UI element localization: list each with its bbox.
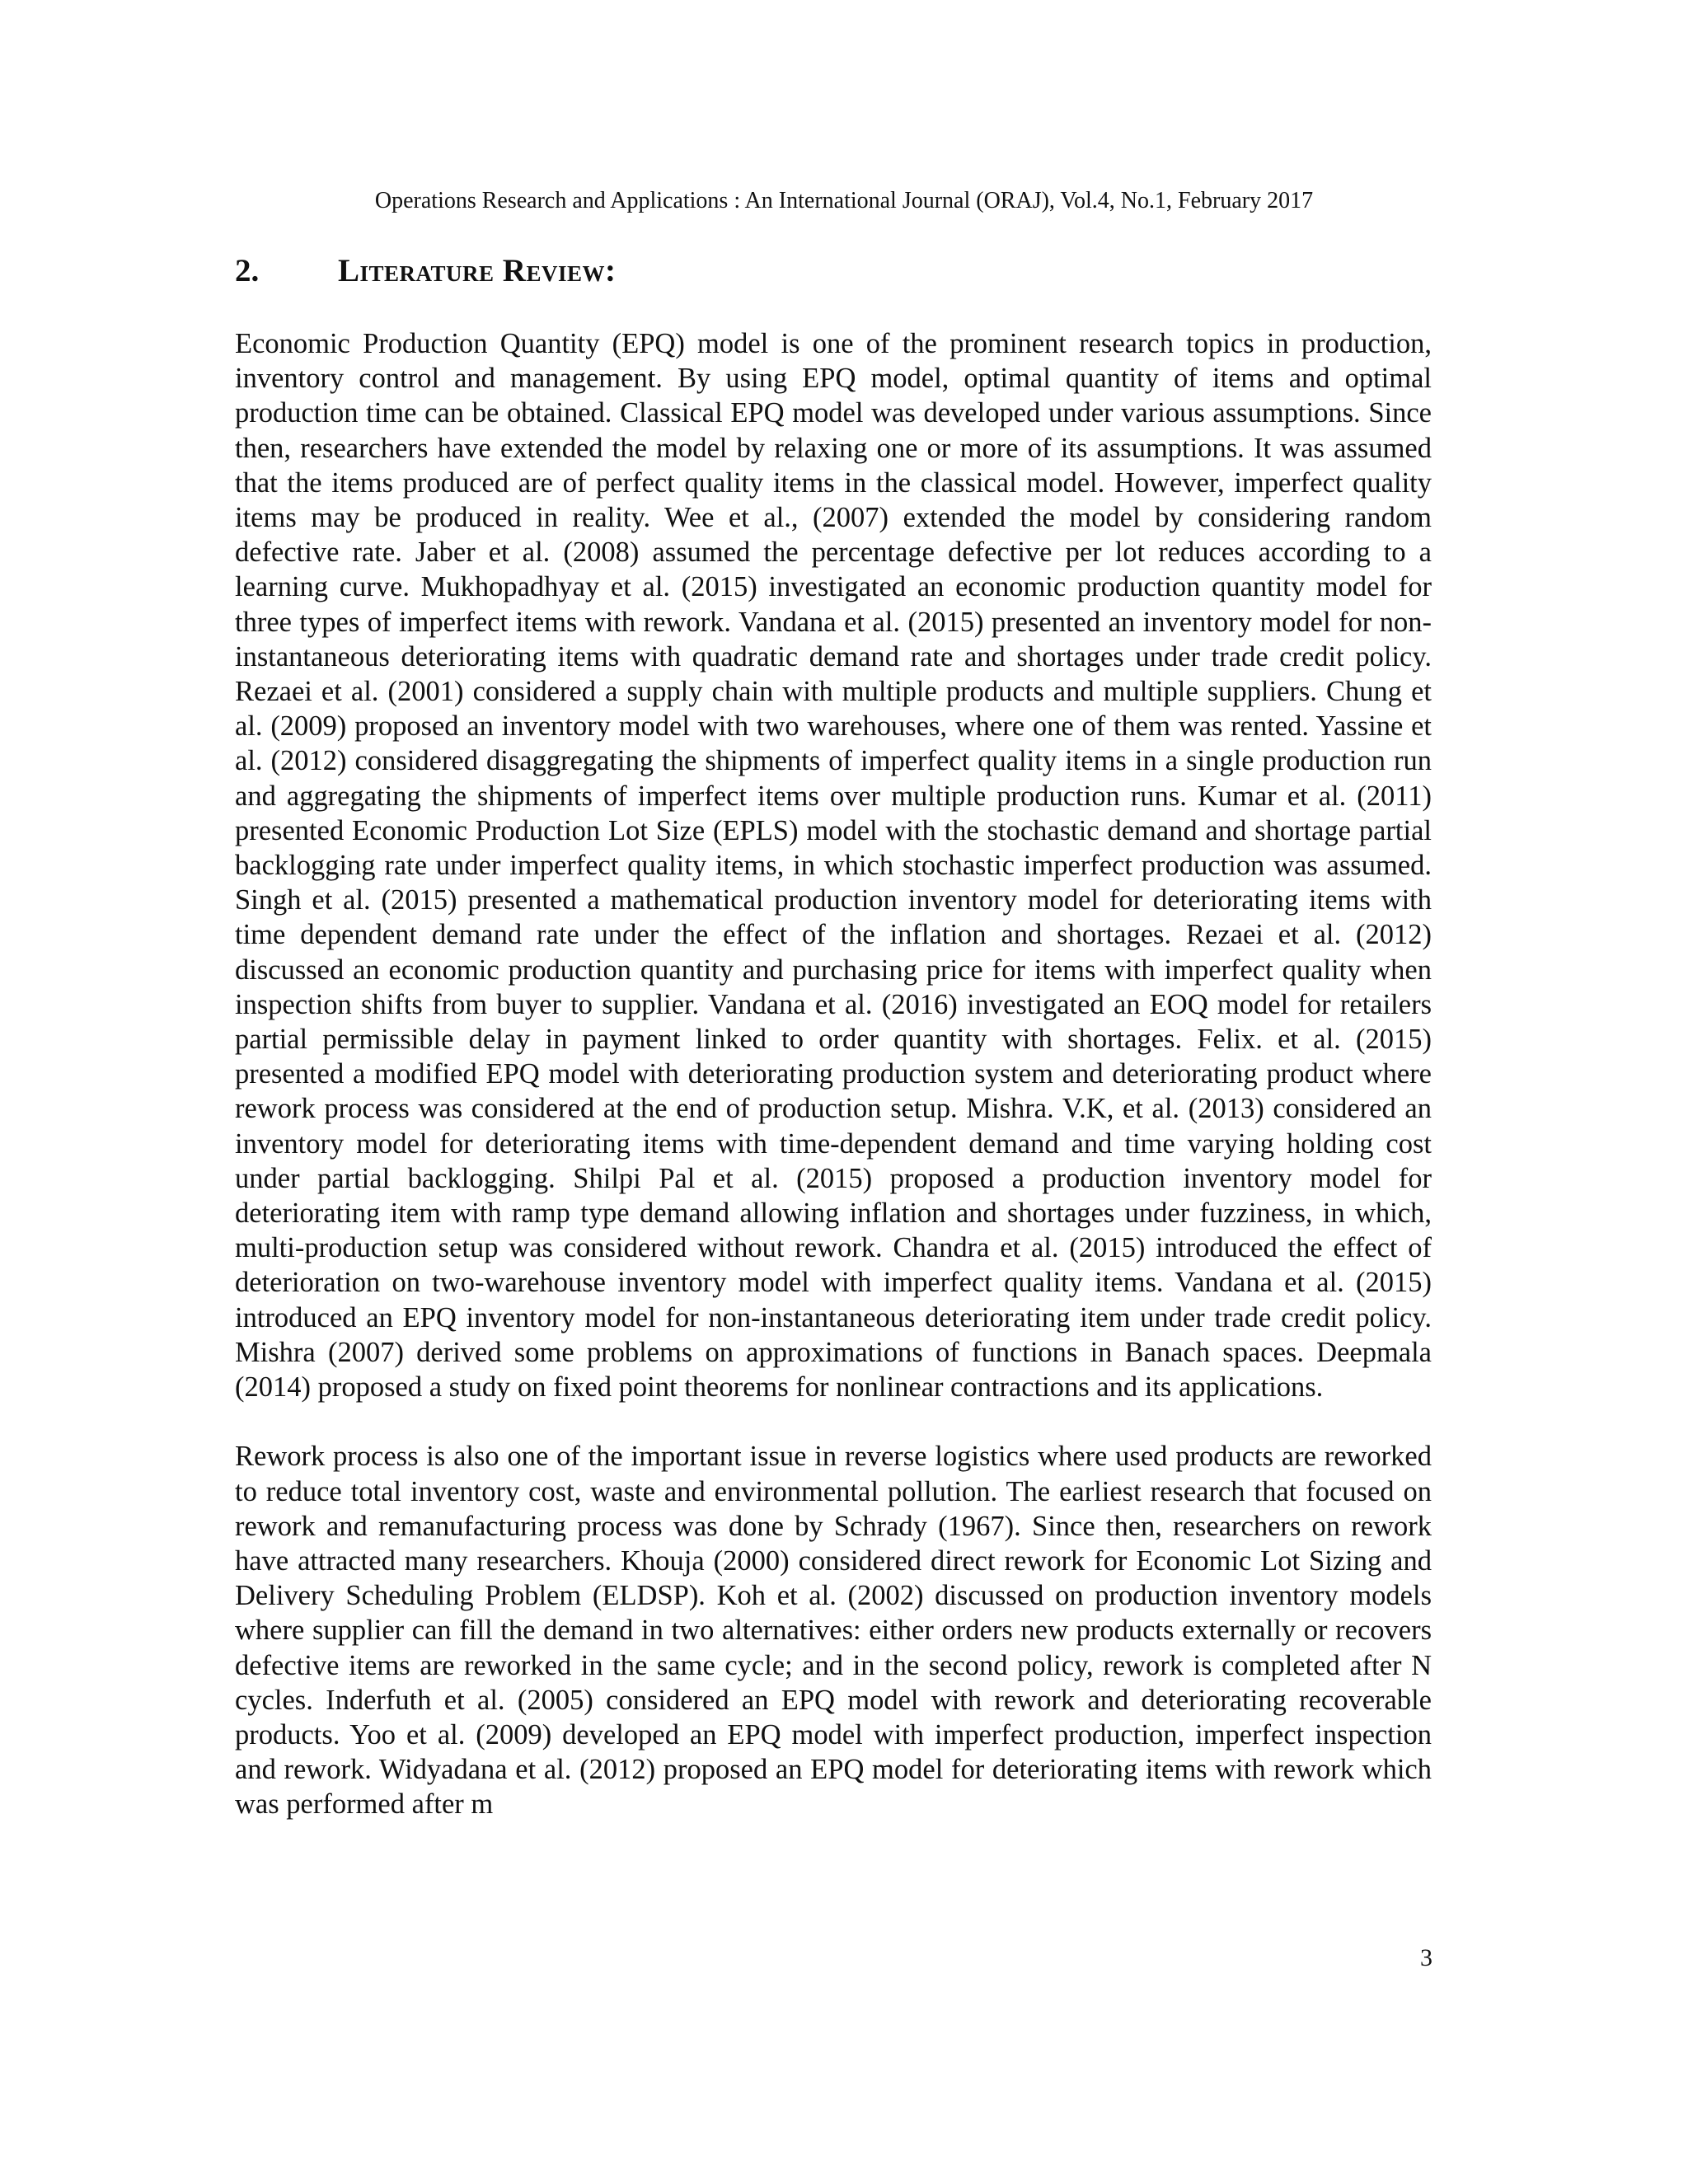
- paragraph-epq-overview: Economic Production Quantity (EPQ) model is one of the prominent research topics in production, inventory control and management. By using EPQ model, optimal quantity of items and optimal production time can be obtained. Classical EPQ model was developed under various assumptions. Since then, researchers have extended the model by relaxing one or more of its assumptions. It was assumed that the items produced are of perfect quality items in the classical model. However, imperfect quality items may be produced in reality. Wee et al., (2007) extended the model by considering random defective rate. Jaber et al. (2008) assumed the percentage defective per lot reduces according to a learning curve. Mukhopadhyay et al. (2015) investigated an economic production quantity model for three types of imperfect items with rework. Vandana et al. (2015) presented an inventory model for non-instantaneous deteriorating items with quadratic demand rate and shortages under trade credit policy. Rezaei et al. (2001) considered a supply chain with multiple products and multiple suppliers. Chung et al. (2009) proposed an inventory model with two warehouses, where one of them was rented. Yassine et al. (2012) considered disaggregating the shipments of imperfect quality items in a single production run and aggregating the shipments of imperfect items over multiple production runs. Kumar et al. (2011) presented Economic Production Lot Size (EPLS) model with the stochastic demand and shortage partial backlogging rate under imperfect quality items, in which stochastic imperfect production was assumed. Singh et al. (2015) presented a mathematical production inventory model for deteriorating items with time dependent demand rate under the effect of the inflation and shortages. Rezaei et al. (2012) discussed an economic production quantity and purchasing price for items with imperfect quality when inspection shifts from buyer to supplier. Vandana et al. (2016) investigated an EOQ model for retailers partial permissible delay in payment linked to order quantity with shortages. Felix. et al. (2015) presented a modified EPQ model with deteriorating production system and deteriorating product where rework process was considered at the end of production setup. Mishra. V.K, et al. (2013) considered an inventory model for deteriorating items with time-dependent demand and time varying holding cost under partial backlogging. Shilpi Pal et al. (2015) proposed a production inventory model for deteriorating item with ramp type demand allowing inflation and shortages under fuzziness, in which, multi-production setup was considered without rework. Chandra et al. (2015) introduced the effect of deterioration on two-warehouse inventory model with imperfect quality items. Vandana et al. (2015) introduced an EPQ inventory model for non-instantaneous deteriorating item under trade credit policy. Mishra (2007) derived some problems on approximations of functions in Banach spaces. Deepmala (2014) proposed a study on fixed point theorems for nonlinear contractions and its applications.: [235, 328, 1432, 1404]
- body-text: [235, 326, 1432, 1822]
- running-header: Operations Research and Applications : An International Journal (ORAJ), Vol.4, No.1, February 2017: [374, 188, 1314, 213]
- section-heading: [235, 251, 1455, 292]
- page-number: 3: [1420, 1944, 1432, 1971]
- section-number: 2.: [235, 253, 260, 288]
- paragraph-rework-process: Rework process is also one of the important issue in reverse logistics where used products are reworked to reduce total inventory cost, waste and environmental pollution. The earliest research that focused on rework and remanufacturing process was done by Schrady (1967). Since then, researchers on rework have attracted many researchers. Khouja (2000) considered direct rework for Economic Lot Sizing and Delivery Scheduling Problem (ELDSP). Koh et al. (2002) discussed on production inventory models where supplier can fill the demand in two alternatives: either orders new products externally or recovers defective items are reworked in the same cycle; and in the second policy, rework is completed after N cycles. Inderfuth et al. (2005) considered an EPQ model with rework and deteriorating recoverable products. Yoo et al. (2009) developed an EPQ model with imperfect production, imperfect inspection and rework. Widyadana et al. (2012) proposed an EPQ model for deteriorating items with rework which was performed after m: [235, 1441, 1432, 1821]
- section-title: Literature Review:: [338, 253, 617, 288]
